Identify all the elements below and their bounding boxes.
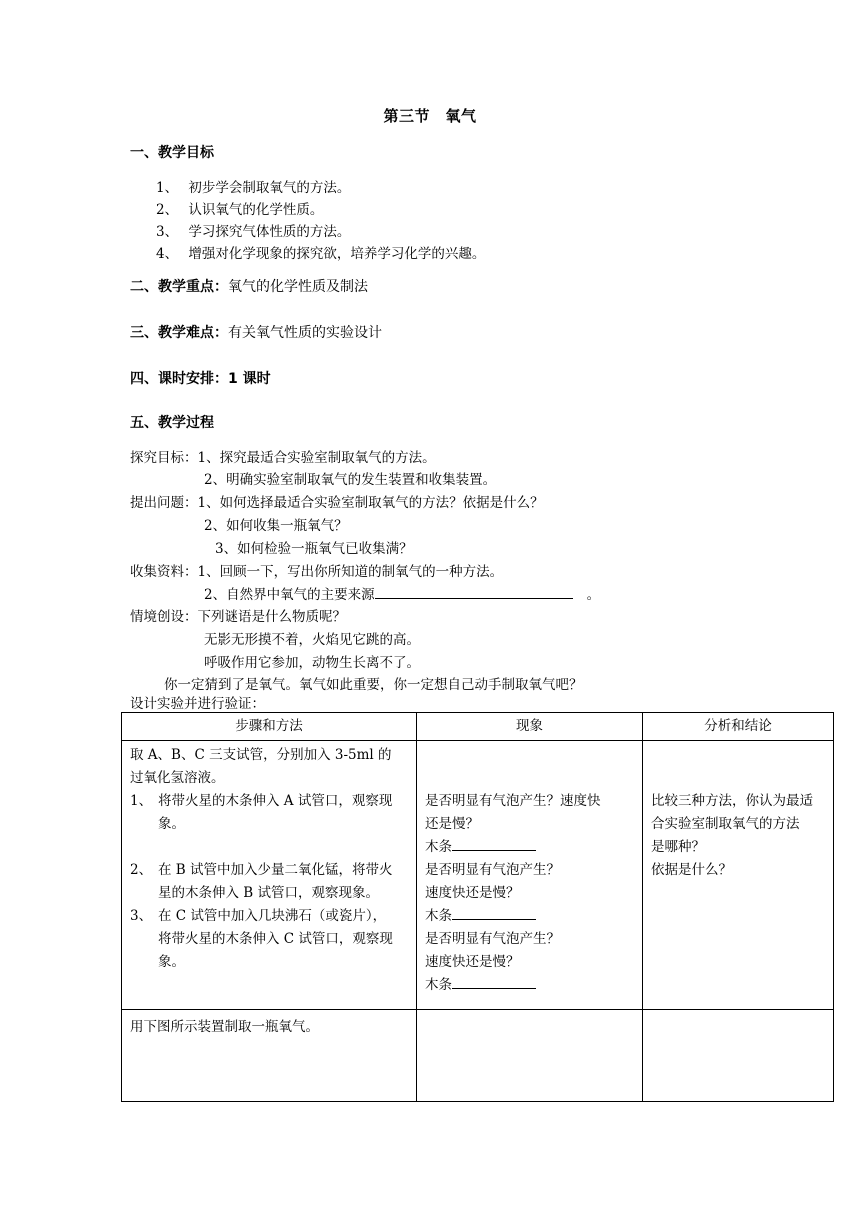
step-text: 将带火星的木条伸入 A 试管口，观察现 <box>158 793 393 809</box>
step-text: 象。 <box>158 816 185 832</box>
page-title: 第三节 氧气 <box>383 107 477 125</box>
collect-line-2 <box>204 583 600 603</box>
scene-item: 下列谜语是什么物质呢？ <box>197 609 346 625</box>
step-text: 在 B 试管中加入少量二氧化锰，将带火 <box>158 862 393 878</box>
phenomena-cell <box>417 741 643 1010</box>
phenomenon-a: 还是慢？ <box>425 816 479 832</box>
explore-label: 探究目标： <box>130 450 198 466</box>
guess-text: 你一定猜到了是氧气。氧气如此重要，你一定想自己动手制取氧气吧？ <box>164 677 583 693</box>
analysis-line: 合实验室制取氧气的方法 <box>651 816 800 832</box>
steps-intro: 取 A、B、C 三支试管，分别加入 3-5ml 的 <box>130 747 392 763</box>
scene-item: 无影无形摸不着，火焰见它跳的高。 <box>204 632 420 648</box>
header-phenomena: 现象 <box>417 713 643 741</box>
collect-item: 1、回顾一下，写出你所知道的制氧气的一种方法。 <box>197 564 504 580</box>
wood-blank[interactable] <box>452 836 536 851</box>
steps-cell <box>122 1010 417 1102</box>
phenomenon-a: 是否明显有气泡产生？速度快 <box>425 793 601 809</box>
design-text: 设计实验并进行验证： <box>130 696 265 712</box>
scene-item: 呼吸作用它参加，动物生长离不了。 <box>204 655 420 671</box>
process-heading <box>130 412 214 432</box>
goal-num: 3、 <box>156 224 179 240</box>
schedule-heading: 四、课时安排： <box>130 371 228 387</box>
explore-item: 2、明确实验室制取氧气的发生装置和收集装置。 <box>204 472 497 488</box>
goals-heading-text: 一、教学目标 <box>130 145 214 161</box>
wood-blank[interactable] <box>452 905 536 920</box>
key-points <box>130 276 368 296</box>
goal-num: 1、 <box>156 180 179 196</box>
analysis-cell <box>643 741 834 1010</box>
step-item <box>130 790 408 836</box>
goal-num: 4、 <box>156 246 179 262</box>
question-label: 提出问题： <box>130 495 198 511</box>
table-row <box>122 741 834 1010</box>
step-num: 1、 <box>130 793 153 809</box>
goal-item <box>156 220 350 240</box>
table-row <box>122 1010 834 1102</box>
analysis-cell <box>643 1010 834 1102</box>
scene-line-1 <box>130 605 346 625</box>
goal-item <box>156 242 485 262</box>
wood-line-b <box>425 905 634 928</box>
row2-text: 用下图所示装置制取一瓶氧气。 <box>130 1019 319 1035</box>
difficulties-text: 有关氧气性质的实验设计 <box>228 325 382 341</box>
goals-heading <box>130 142 214 162</box>
goal-num: 2、 <box>156 202 179 218</box>
collect-line-1 <box>130 560 503 580</box>
difficulties <box>130 322 382 342</box>
step-num: 2、 <box>130 862 153 878</box>
step-text: 在 C 试管中加入几块沸石（或瓷片）， <box>158 908 387 924</box>
difficulties-heading: 三、教学难点： <box>130 325 228 341</box>
goal-text: 学习探究气体性质的方法。 <box>188 224 351 240</box>
goal-text: 认识氧气的化学性质。 <box>188 202 324 218</box>
goal-item <box>156 198 323 218</box>
phenomenon-b: 是否明显有气泡产生？ <box>425 862 560 878</box>
question-item: 2、如何收集一瓶氧气？ <box>204 518 348 534</box>
wood-label: 木条 <box>425 839 452 855</box>
header-analysis: 分析和结论 <box>643 713 834 741</box>
analysis-line: 是哪种？ <box>651 839 705 855</box>
steps-cell <box>122 741 417 1010</box>
collect-label: 收集资料： <box>130 564 198 580</box>
step-text: 星的木条伸入 B 试管口，观察现象。 <box>158 885 380 901</box>
explore-item: 1、探究最适合实验室制取氧气的方法。 <box>197 450 436 466</box>
key-points-heading: 二、教学重点： <box>130 279 228 295</box>
wood-blank[interactable] <box>452 974 536 989</box>
step-item <box>130 859 408 905</box>
step-item <box>130 905 408 974</box>
question-line-1 <box>130 491 544 511</box>
analysis-line: 依据是什么？ <box>651 862 732 878</box>
step-num: 3、 <box>130 908 153 924</box>
experiment-table <box>121 712 834 1102</box>
phenomena-cell <box>417 1010 643 1102</box>
phenomenon-c: 是否明显有气泡产生？ <box>425 931 560 947</box>
schedule <box>130 368 271 388</box>
process-heading-text: 五、教学过程 <box>130 415 214 431</box>
table-header-row <box>122 713 834 741</box>
step-text: 象。 <box>158 954 185 970</box>
steps-intro: 过氧化氢溶液。 <box>130 770 225 786</box>
scene-label: 情境创设： <box>130 609 198 625</box>
wood-line-c <box>425 974 634 997</box>
goal-text: 初步学会制取氧气的方法。 <box>188 180 351 196</box>
schedule-text: 1 课时 <box>228 371 271 387</box>
phenomenon-b: 速度快还是慢？ <box>425 885 520 901</box>
question-item: 1、如何选择最适合实验室制取氧气的方法？依据是什么？ <box>197 495 544 511</box>
header-steps: 步骤和方法 <box>122 713 417 741</box>
step-text: 将带火星的木条伸入 C 试管口，观察现 <box>158 931 393 947</box>
phenomenon-c: 速度快还是慢？ <box>425 954 520 970</box>
question-item: 3、如何检验一瓶氧气已收集满？ <box>215 541 413 557</box>
collect-item: 2、自然界中氧气的主要来源 <box>204 587 375 603</box>
collect-end: 。 <box>586 587 601 603</box>
wood-label: 木条 <box>425 977 452 993</box>
wood-line-a <box>425 836 634 859</box>
wood-label: 木条 <box>425 908 452 924</box>
analysis-line: 比较三种方法，你认为最适 <box>651 793 813 809</box>
answer-blank[interactable] <box>375 584 573 599</box>
goal-text: 增强对化学现象的探究欲，培养学习化学的兴趣。 <box>188 246 486 262</box>
goal-item <box>156 176 350 196</box>
key-points-text: 氧气的化学性质及制法 <box>228 279 368 295</box>
explore-line-1 <box>130 446 436 466</box>
